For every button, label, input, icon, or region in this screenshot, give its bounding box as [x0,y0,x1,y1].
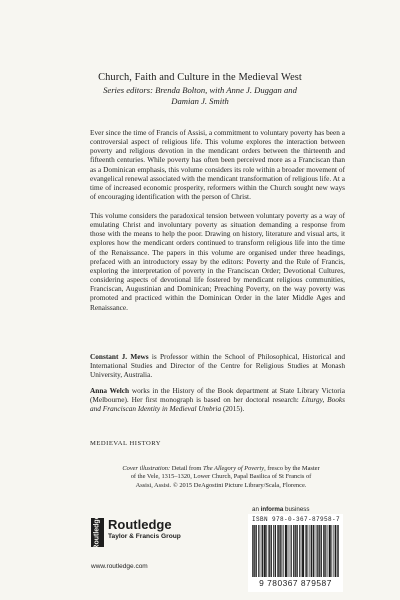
barcode-bar [316,525,317,577]
barcode-bar [280,525,281,577]
barcode-bar [266,525,267,577]
cover-credit-text-1: Detail from [170,465,203,472]
author-name-welch: Anna Welch [90,386,130,395]
barcode-bar [330,525,331,577]
barcode-bar [296,525,297,577]
description-paragraph-2: This volume considers the paradoxical tension between voluntary poverty as a way of emulating Christ and involuntary poverty as situation demanding a response from those with the means to help the poor. Drawing on history, literature and visual arts, it explores how the mendicant orders continued to transform religious life into the time of the Renaissance. The papers in this volume are organised under three headings, prefaced with an introductory essay by the editors: Poverty and the Rule of Francis, exploring the interpretation of poverty in the Franciscan Order; Devotional Cultures, considering aspects of devotional life fostered by mendicant religious communities, Franciscan, Augustinian and Dominican; Preaching Poverty, on the way poverty was promoted and practiced within the Dominican Order in the later Middle Ages and Renaissance. [90,211,345,312]
author-bio-welch-text: works in the History of the Book department at State Library Victoria (Melbourne). Her first monograph is based on her doctoral research: [90,386,345,405]
publisher-text [108,518,181,541]
cover-credit-label: Cover illustration: [122,465,171,472]
barcode-bar [262,525,263,577]
subject-category: MEDIEVAL HISTORY [90,440,162,447]
barcode-bar [307,525,308,577]
description-paragraph-1: Ever since the time of Francis of Assisi, a commitment to voluntary poverty has been a controversial aspect of religious life. This volume explores the interaction between poverty and religious devotion in the mendicant orders between the thirteenth and fifteenth centuries. While poverty has often been perceived more as a Franciscan than as a Dominican emphasis, this volume considers its role within a broader movement of evangelical renewal associated with the mendicant transformation of religious life. At a time of increased economic prosperity, reformers within the Church sought new ways of encouraging identification with the person of Christ. [90,128,345,202]
barcode-bar [294,525,295,577]
barcode-bar [312,525,313,577]
barcode-bar [291,525,292,577]
barcode-bar [275,525,276,577]
barcode-bar [255,525,256,577]
barcode-bar [290,525,291,577]
routledge-logo [91,515,181,550]
cover-credit-artwork: The Allegory of Poverty [202,465,265,472]
barcode-bar [323,525,324,577]
author-bio-welch [90,386,345,413]
barcode-bar [311,525,312,577]
barcode-bar [279,525,280,577]
barcode-bar [335,525,336,577]
author-bio-mews [90,352,345,379]
barcode-digits: 9 780367 879587 [259,578,332,588]
series-editors-line-1: Series editors: Brenda Bolton, with Anne J. Duggan and [103,85,297,95]
barcode-bar [254,525,255,577]
barcode-bar [324,525,325,577]
barcode-bar [262,525,263,577]
barcode-bar [329,525,330,577]
barcode-bar [273,525,274,577]
barcode-bar [281,525,282,577]
barcode-bar [285,525,286,577]
book-title-welch: Liturgy, Books and Franciscan Identity in Medieval Umbria [90,395,346,414]
barcode-bar [303,525,304,577]
barcode-bar [295,525,296,577]
barcode-bar [260,525,261,577]
series-editors [60,85,340,107]
series-title: Church, Faith and Culture in the Medieval West [98,72,302,83]
barcode-bar [331,525,332,577]
barcode-bar [264,525,265,577]
book-year-welch: (2015). [221,404,245,414]
barcode-bar [265,525,266,577]
author-name-mews: Constant J. Mews [90,352,149,361]
barcode-bar [268,525,269,577]
barcode-bar [302,525,303,577]
publisher-name: Routledge [108,517,172,532]
barcode-bar [264,525,265,577]
barcode-bar [337,525,338,577]
series-editors-line-2: Damian J. Smith [171,96,229,106]
barcode-bar [327,525,328,577]
barcode-bar [321,525,322,577]
barcode-bar [286,525,287,577]
barcode-bar [288,525,289,577]
publisher-group: Taylor & Francis Group [108,533,181,540]
barcode-bar [336,525,337,577]
barcode-bar [306,525,307,577]
barcode-bar [317,525,318,577]
barcode-bar [252,525,253,577]
barcode-bar [277,525,278,577]
barcode-bar [305,525,306,577]
author-bio-mews-text: is Professor within the School of Philosophical, Historical and International Studies and Director of the Centre for Religious Studies at Monash University, Australia. [90,352,345,380]
barcode-bar [286,525,287,577]
barcode-bar [329,525,330,577]
cover-illustration-credit [122,465,320,490]
barcode-bar [325,525,326,577]
barcode-bar [258,525,259,577]
barcode-bar [313,525,314,577]
cover-credit-text-2: , fresco by the Master of the Vele, 1315–1320, Lower Church, Papal Basilica of St Francis of Assisi, Assisi. © 2015 DeAgostini Picture Library/Scala, Florence. [130,465,320,489]
barcode-bar [283,525,284,577]
barcode-bar [256,525,257,577]
informa-business-label: an informa business [252,506,310,513]
routledge-mark-icon: Routledge [91,518,104,547]
barcode-bar [269,525,270,577]
barcode-bar [303,525,304,577]
barcode-bar [318,525,319,577]
barcode-bar [301,525,302,577]
barcode-bar [338,525,339,577]
publisher-website[interactable]: www.routledge.com [91,563,148,570]
barcode-bar [299,525,300,577]
barcode-bar [314,525,315,577]
isbn-text: ISBN 978-0-367-87958-7 [252,516,341,523]
barcode-bar [278,525,279,577]
informa-brand: informa [260,506,284,513]
barcode-bar [271,525,272,577]
barcode-bar [253,525,254,577]
barcode-bar [319,525,320,577]
barcode-bar [310,525,311,577]
barcode-bar [275,525,276,577]
barcode-bar [297,525,298,577]
barcode-bar [334,525,335,577]
barcode-bar [271,525,272,577]
barcode-bar [321,525,322,577]
barcode-bar [293,525,294,577]
barcode [252,525,339,577]
